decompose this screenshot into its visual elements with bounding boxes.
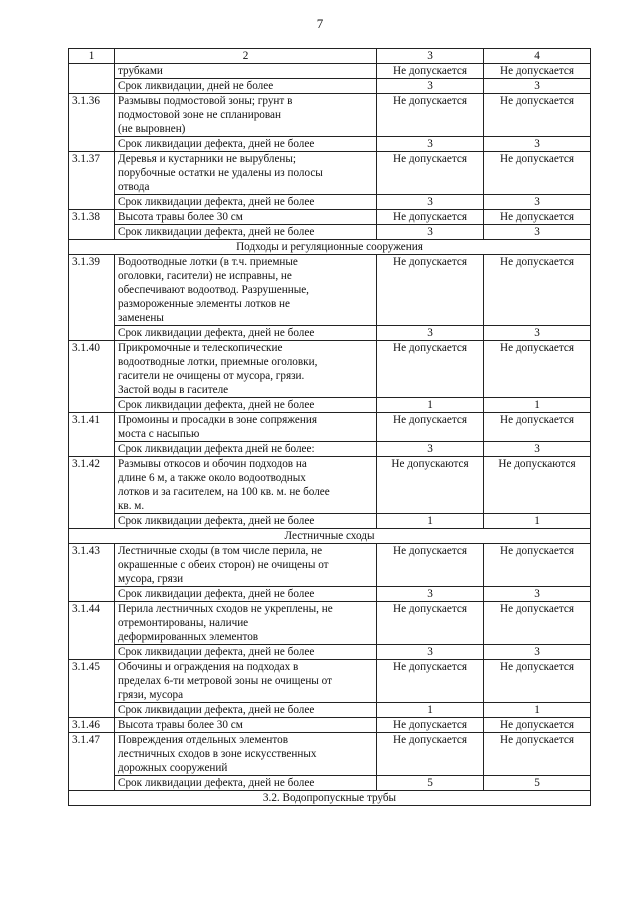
term-text: Срок ликвидации дефекта, дней не более <box>115 137 377 152</box>
requirement-value: Не допускается <box>484 602 591 645</box>
item-number: 3.1.42 <box>69 457 115 529</box>
defect-description: Обочины и ограждения на подходах в пределах 6-ти метровой зоны не очищены от грязи, мусора <box>115 660 377 703</box>
term-text: Срок ликвидации дефекта, дней не более <box>115 225 377 240</box>
term-row <box>69 703 591 718</box>
table-row <box>69 255 591 326</box>
term-row <box>69 587 591 602</box>
defect-description: Повреждения отдельных элементов лестничных сходов в зоне искусственных дорожных сооружений <box>115 733 377 776</box>
term-text: Срок ликвидации дефекта, дней не более <box>115 326 377 341</box>
requirement-value: Не допускается <box>377 341 484 398</box>
requirement-value: Не допускаются <box>484 457 591 514</box>
term-text: Срок ликвидации, дней не более <box>115 79 377 94</box>
requirement-value: Не допускается <box>484 152 591 195</box>
item-number-empty <box>69 64 115 94</box>
column-header: 3 <box>377 49 484 64</box>
requirement-value: 1 <box>377 703 484 718</box>
section-row <box>69 529 591 544</box>
term-row <box>69 514 591 529</box>
table-row <box>69 457 591 514</box>
defect-description: трубками <box>115 64 377 79</box>
requirement-value: Не допускается <box>484 718 591 733</box>
requirement-value: Не допускается <box>484 341 591 398</box>
term-text: Срок ликвидации дефекта, дней не более <box>115 645 377 660</box>
item-number: 3.1.47 <box>69 733 115 791</box>
requirement-value: Не допускаются <box>377 457 484 514</box>
requirement-value: 3 <box>484 645 591 660</box>
requirement-value: Не допускается <box>377 544 484 587</box>
requirement-value: 1 <box>484 514 591 529</box>
requirement-value: 3 <box>377 79 484 94</box>
requirement-value: 5 <box>377 776 484 791</box>
page-number: 7 <box>316 16 324 31</box>
term-text: Срок ликвидации дефекта, дней не более <box>115 587 377 602</box>
requirement-value: Не допускается <box>377 660 484 703</box>
item-number: 3.1.45 <box>69 660 115 718</box>
term-text: Срок ликвидации дефекта дней не более: <box>115 442 377 457</box>
item-number: 3.1.39 <box>69 255 115 341</box>
term-text: Срок ликвидации дефекта, дней не более <box>115 514 377 529</box>
term-text: Срок ликвидации дефекта, дней не более <box>115 776 377 791</box>
term-row <box>69 225 591 240</box>
requirement-value: 3 <box>484 442 591 457</box>
requirement-value: 3 <box>484 137 591 152</box>
requirement-value: Не допускается <box>377 718 484 733</box>
section-row <box>69 240 591 255</box>
section-title: Лестничные сходы <box>69 529 591 544</box>
requirement-value: 3 <box>484 79 591 94</box>
requirement-value: 1 <box>484 398 591 413</box>
requirement-value: Не допускается <box>484 544 591 587</box>
requirement-value: 3 <box>377 137 484 152</box>
table-row <box>69 341 591 398</box>
item-number: 3.1.36 <box>69 94 115 152</box>
term-row <box>69 137 591 152</box>
requirement-value: 3 <box>484 225 591 240</box>
term-row <box>69 776 591 791</box>
requirement-value: 3 <box>484 326 591 341</box>
table-row <box>69 602 591 645</box>
requirement-value: Не допускается <box>377 64 484 79</box>
table-row <box>69 64 591 79</box>
requirement-value: 3 <box>377 195 484 210</box>
column-header: 1 <box>69 49 115 64</box>
item-number: 3.1.37 <box>69 152 115 210</box>
requirement-value: Не допускается <box>484 660 591 703</box>
term-row <box>69 79 591 94</box>
defect-description: Высота травы более 30 см <box>115 718 377 733</box>
requirement-value: Не допускается <box>484 413 591 442</box>
item-number: 3.1.44 <box>69 602 115 660</box>
requirement-value: 5 <box>484 776 591 791</box>
table-body <box>69 64 591 806</box>
requirement-value: 3 <box>377 326 484 341</box>
defect-description: Перила лестничных сходов не укреплены, не отремонтированы, наличие деформированных элементов <box>115 602 377 645</box>
requirement-value: Не допускается <box>484 64 591 79</box>
table-row <box>69 718 591 733</box>
requirement-value: 3 <box>484 587 591 602</box>
term-row <box>69 195 591 210</box>
table-row <box>69 660 591 703</box>
table-row <box>69 94 591 137</box>
requirement-value: 3 <box>377 645 484 660</box>
requirement-value: 1 <box>377 514 484 529</box>
defects-table <box>68 48 591 806</box>
table-row <box>69 413 591 442</box>
requirement-value: 1 <box>377 398 484 413</box>
section-title: Подходы и регуляционные сооружения <box>69 240 591 255</box>
defect-description: Прикромочные и телескопические водоотводные лотки, приемные оголовки, гасители не очищены от мусора, грязи. Застой воды в гасителе <box>115 341 377 398</box>
requirement-value: Не допускается <box>484 210 591 225</box>
defect-description: Размывы подмостовой зоны; грунт в подмостовой зоне не спланирован (не выровнен) <box>115 94 377 137</box>
term-row <box>69 398 591 413</box>
table-row <box>69 733 591 776</box>
requirement-value: Не допускается <box>484 94 591 137</box>
requirement-value: Не допускается <box>484 733 591 776</box>
requirement-value: Не допускается <box>377 733 484 776</box>
item-number: 3.1.38 <box>69 210 115 240</box>
table-row <box>69 152 591 195</box>
requirement-value: Не допускается <box>377 210 484 225</box>
term-row <box>69 326 591 341</box>
table-header-row <box>69 49 591 64</box>
term-text: Срок ликвидации дефекта, дней не более <box>115 195 377 210</box>
section-title: 3.2. Водопропускные трубы <box>69 791 591 806</box>
defect-description: Высота травы более 30 см <box>115 210 377 225</box>
requirement-value: Не допускается <box>377 152 484 195</box>
item-number: 3.1.41 <box>69 413 115 457</box>
item-number: 3.1.43 <box>69 544 115 602</box>
requirement-value: 3 <box>377 587 484 602</box>
item-number: 3.1.40 <box>69 341 115 413</box>
requirement-value: Не допускается <box>377 94 484 137</box>
table-row <box>69 544 591 587</box>
section-row <box>69 791 591 806</box>
defect-description: Деревья и кустарники не вырублены; порубочные остатки не удалены из полосы отвода <box>115 152 377 195</box>
defect-description: Размывы откосов и обочин подходов на длине 6 м, а также около водоотводных лотков и за гасителем, на 100 кв. м. не более кв. м. <box>115 457 377 514</box>
requirement-value: Не допускается <box>377 413 484 442</box>
term-text: Срок ликвидации дефекта, дней не более <box>115 398 377 413</box>
requirement-value: 3 <box>377 442 484 457</box>
defect-description: Лестничные сходы (в том числе перила, не окрашенные с обеих сторон) не очищены от мусора, грязи <box>115 544 377 587</box>
defect-description: Промоины и просадки в зоне сопряжения моста с насыпью <box>115 413 377 442</box>
requirement-value: 1 <box>484 703 591 718</box>
requirement-value: 3 <box>484 195 591 210</box>
requirement-value: Не допускается <box>377 255 484 326</box>
term-text: Срок ликвидации дефекта, дней не более <box>115 703 377 718</box>
term-row <box>69 645 591 660</box>
item-number: 3.1.46 <box>69 718 115 733</box>
requirement-value: 3 <box>377 225 484 240</box>
column-header: 4 <box>484 49 591 64</box>
defect-description: Водоотводные лотки (в т.ч. приемные оголовки, гасители) не исправны, не обеспечивают водоотвод. Разрушенные, размороженные элементы лотков не заменены <box>115 255 377 326</box>
column-header: 2 <box>115 49 377 64</box>
requirement-value: Не допускается <box>377 602 484 645</box>
table-row <box>69 210 591 225</box>
term-row <box>69 442 591 457</box>
requirement-value: Не допускается <box>484 255 591 326</box>
